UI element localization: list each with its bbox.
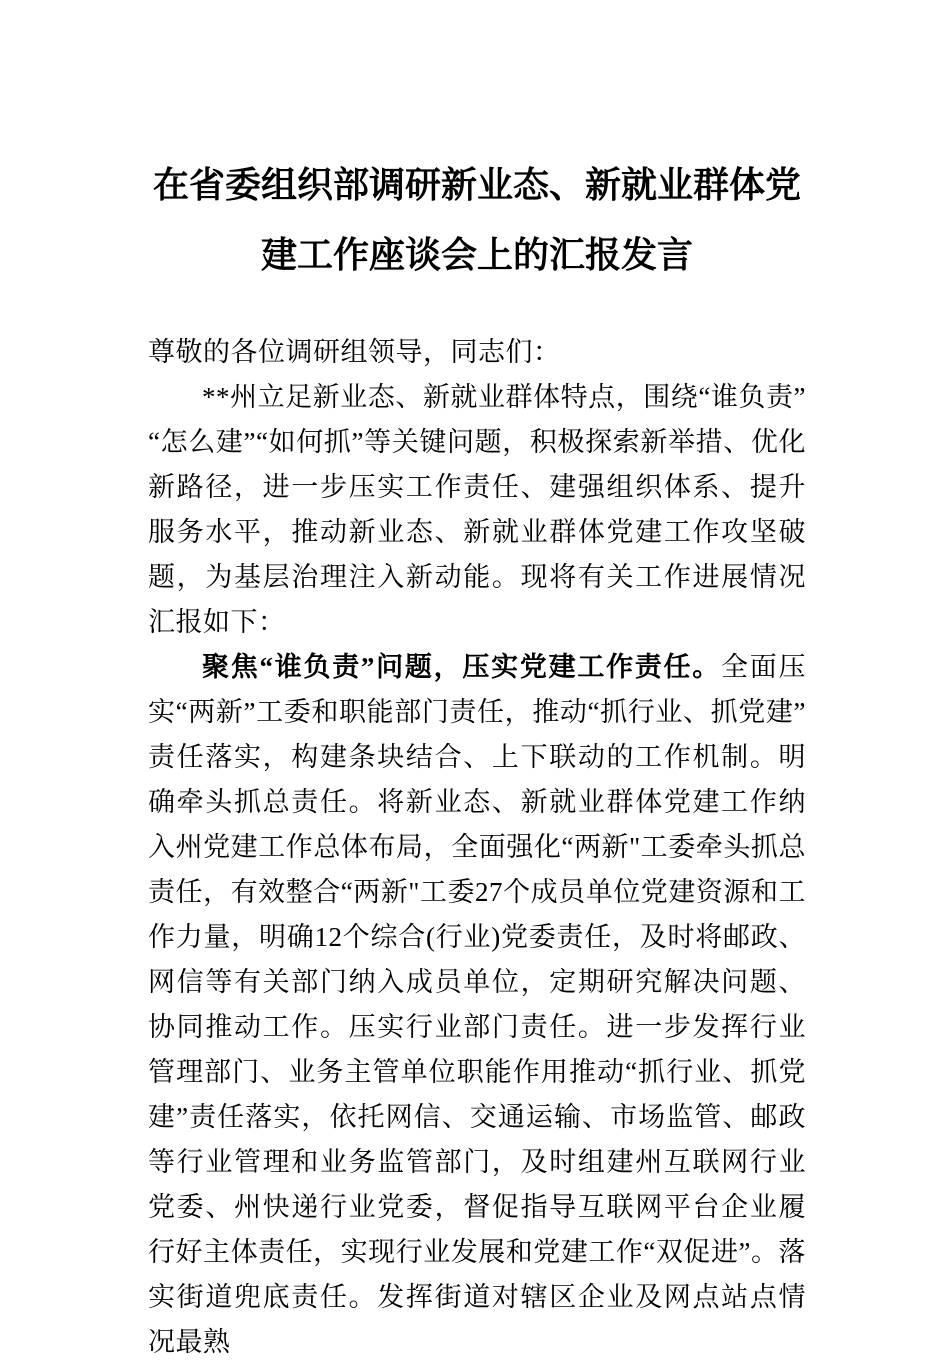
- document-title: 在省委组织部调研新业态、新就业群体党建工作座谈会上的汇报发言: [152, 165, 801, 275]
- paragraph-bold-lead: 聚焦“谁负责”问题，压实党建工作责任。: [202, 652, 722, 682]
- paragraph-intro: **州立足新业态、新就业群体特点，围绕“谁负责”“怎么建”“如何抓”等关键问题，积极探索新举措、优化新路径，进一步压实工作责任、建强组织体系、提升服务水平，推动新业态、新就业群体党建工作攻坚破题，为基层治理注入新动能。现将有关工作进展情况汇报如下：: [148, 382, 806, 637]
- paragraph-body-text: 全面压实“两新”工委和职能部门责任，推动“抓行业、抓党建”责任落实，构建条块结合、上下联动的工作机制。明确牵头抓总责任。将新业态、新就业群体党建工作纳入州党建工作总体布局，全面强化“两新"工委牵头抓总责任，有效整合“两新"工委27个成员单位党建资源和工作力量，明确12个综合(行业)党委责任，及时将邮政、网信等有关部门纳入成员单位，定期研究解决问题、协同推动工作。压实行业部门责任。进一步发挥行业管理部门、业务主管单位职能作用推动“抓行业、抓党建”责任落实，依托网信、交通运输、市场监管、邮政等行业管理和业务监管部门，及时组建州互联网行业党委、州快递行业党委，督促指导互联网平台企业履行好主体责任，实现行业发展和党建工作“双促进”。落实街道兜底责任。发挥街道对辖区企业及网点站点情况最熟: [148, 652, 807, 1357]
- salutation-line: 尊敬的各位调研组领导，同志们：: [148, 337, 561, 367]
- document-body: [148, 330, 806, 1365]
- paragraph-focus-responsibility: [148, 645, 806, 1365]
